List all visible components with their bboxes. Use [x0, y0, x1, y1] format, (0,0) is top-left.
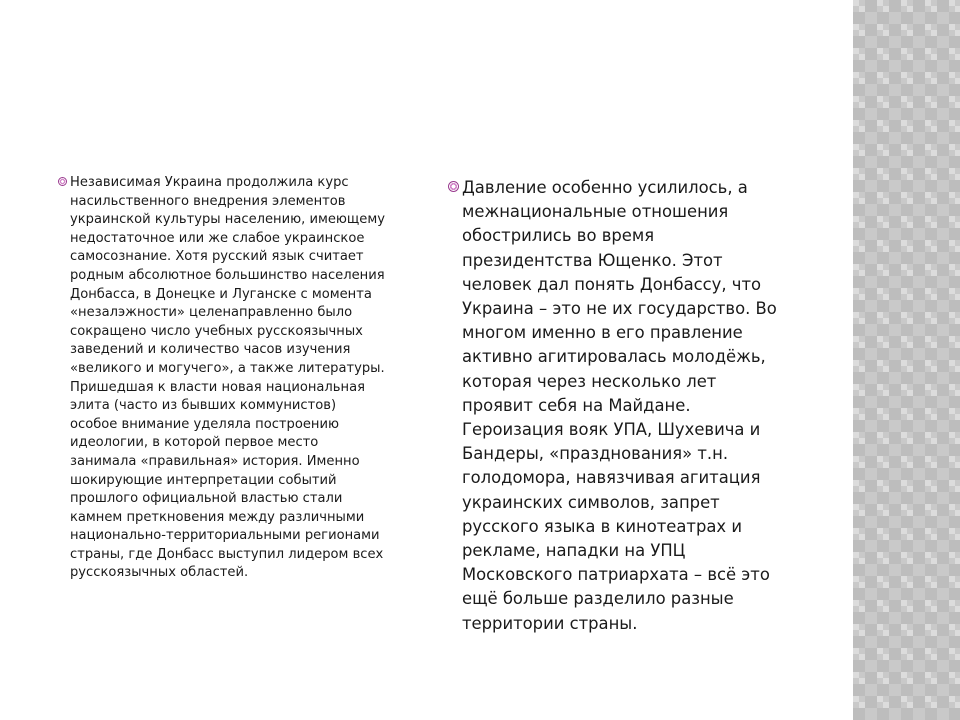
text-line: межнациональные отношения: [462, 202, 729, 222]
left-bullet-item: [58, 174, 418, 583]
text-line: элита (часто из бывших коммунистов): [70, 398, 337, 414]
text-line: недостаточное или же слабое украинское: [70, 230, 365, 246]
text-line: Пришедшая к власти новая национальная: [70, 379, 365, 395]
text-line: национально-территориальными регионами: [70, 528, 380, 544]
text-line: насильственного внедрения элементов: [70, 193, 346, 209]
right-bullet-text: [462, 176, 808, 636]
text-line: которая через несколько лет: [462, 371, 717, 391]
text-line: шокирующие интерпретации событий: [70, 472, 337, 488]
text-line: «великого и могучего», а также литературы.: [70, 360, 385, 376]
text-line: прошлого официальной властью стали: [70, 491, 343, 507]
text-line: Московского патриархата – всё это: [462, 565, 770, 585]
text-line: русскоязычных областей.: [70, 565, 249, 581]
text-line: Независимая Украина продолжила курс: [70, 175, 349, 190]
text-line: украинской культуры населению, имеющему: [70, 212, 385, 228]
text-line: Бандеры, «празднования» т.н.: [462, 444, 729, 464]
text-line: человек дал понять Донбассу, что: [462, 274, 762, 294]
right-text-column: [448, 176, 808, 636]
text-line: проявит себя на Майдане.: [462, 395, 691, 415]
right-bullet-item: [448, 176, 808, 636]
text-line: Донбасса, в Донецке и Луганске с момента: [70, 286, 372, 302]
text-line: территории страны.: [462, 613, 638, 633]
left-bullet-text: [70, 174, 418, 583]
text-line: особое внимание уделяла построению: [70, 416, 340, 432]
text-line: Давление особенно усилилось, а: [462, 178, 748, 197]
text-line: сокращено число учебных русскоязычных: [70, 323, 363, 339]
text-line: страны, где Донбасс выступил лидером всех: [70, 546, 384, 562]
text-line: идеологии, в которой первое место: [70, 435, 319, 451]
left-text-column: [58, 174, 418, 583]
text-line: многом именно в его правление: [462, 323, 743, 343]
text-line: «незалэжности» целенаправленно было: [70, 305, 353, 321]
text-line: украинских символов, запрет: [462, 492, 720, 512]
text-line: занимала «правильная» история. Именно: [70, 453, 360, 469]
round-bullet-icon: [58, 177, 67, 186]
text-line: голодомора, навязчивая агитация: [462, 468, 761, 488]
decorative-side-pattern: [853, 0, 960, 720]
text-line: русского языка в кинотеатрах и: [462, 516, 742, 536]
text-line: самосознание. Хотя русский язык считает: [70, 249, 364, 265]
text-line: камнем преткновения между различными: [70, 509, 365, 525]
text-line: обострились во время: [462, 226, 655, 246]
text-line: активно агитировалась молодёжь,: [462, 347, 766, 367]
round-bullet-icon: [448, 181, 459, 192]
text-line: заведений и количество часов изучения: [70, 342, 351, 358]
text-line: президентства Ющенко. Этот: [462, 250, 723, 270]
text-line: Героизация вояк УПА, Шухевича и: [462, 420, 761, 440]
text-line: ещё больше разделило разные: [462, 589, 734, 609]
text-line: Украина – это не их государство. Во: [462, 299, 777, 319]
text-line: рекламе, нападки на УПЦ: [462, 541, 686, 561]
text-line: родным абсолютное большинство населения: [70, 267, 385, 283]
